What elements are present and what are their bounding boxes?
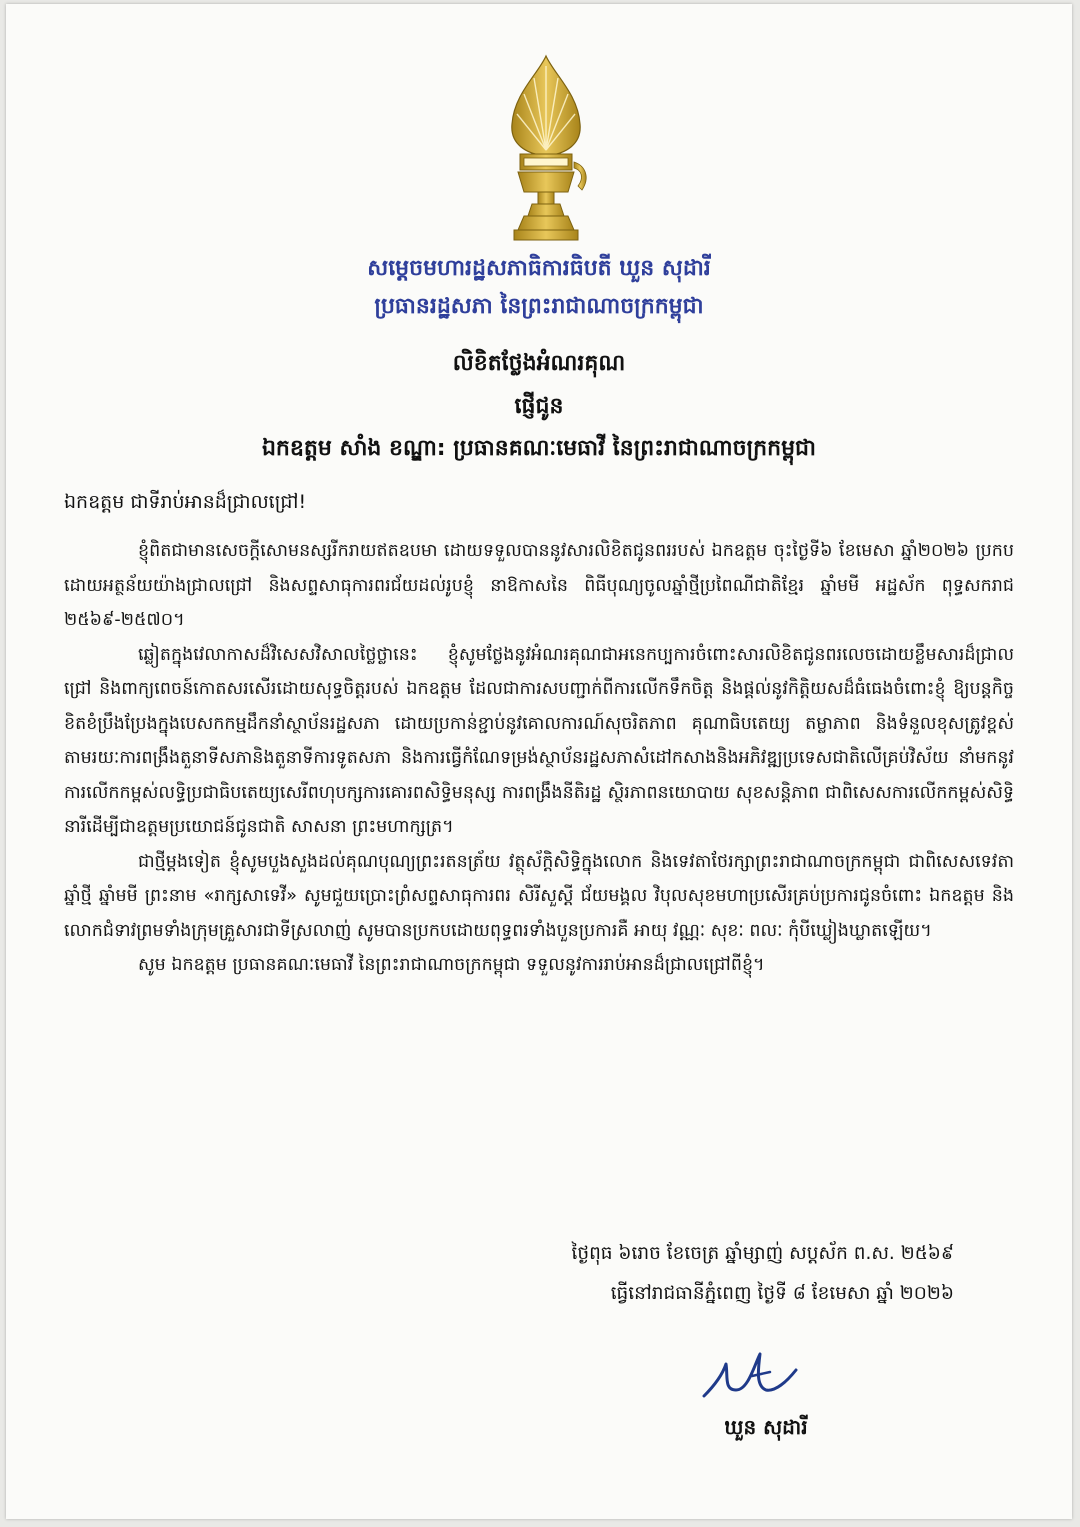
paragraph-3: ជាថ្មីម្ដងទៀត ខ្ញុំសូមបួងសួងដល់គុណបុណ្យព្រះរតនត្រ័យ វត្ថុស័ក្ដិសិទ្ធិក្នុងលោក និងទេវតាថែរក្សាព្រះរាជាណាចក្រកម្ពុជា ជាពិសេសទេវតាឆ្នាំថ្មី ឆ្នាំមមី ព្រះនាម «រាក្សសាទេវី» សូមជួយប្រោះព្រំសព្ទសាធុការពរ សិរីសួស្ដី ជ័យមង្គល វិបុលសុខមហាប្រសើរគ្រប់ប្រការជូនចំពោះ ឯកឧត្តម និងលោកជំទាវព្រមទាំងក្រុមគ្រួសារជាទីស្រលាញ់ សូមបានប្រកបដោយពុទ្ធពរទាំងបួនប្រការគឺ អាយុ វណ្ណៈ សុខៈ ពលៈ កុំបីឃ្លៀងឃ្លាតឡើយ។ (64, 851, 1014, 941)
paragraph-2: ឆ្លៀតក្នុងវេលាកាសដ៏វិសេសវិសាលថ្លៃថ្លានេះ ខ្ញុំសូមថ្លែងនូវអំណរគុណជាអនេកប្បការចំពោះសារលិខិតជូនពរលេចដោយខ្លឹមសារដ៏ជ្រាលជ្រៅ និងពាក្យពេចន៍កោតសរសើរដោយសុទ្ធចិត្តរបស់ ឯកឧត្តម ដែលជាការសបញ្ជាក់ពីការលើកទឹកចិត្ត និងផ្ដល់នូវកិត្តិយសដ៏ធំធេងចំពោះខ្ញុំ ឱ្យបន្តកិច្ចខិតខំប្រឹងប្រែងក្នុងបេសកកម្មដឹកនាំស្ថាប័នរដ្ឋសភា ដោយប្រកាន់ខ្ជាប់នូវគោលការណ៍សុចរិតភាព គុណាធិបតេយ្យ តម្លាភាព និងទំនួលខុសត្រូវខ្ពស់ តាមរយៈការពង្រឹងតួនាទីសភានិងតួនាទីការទូតសភា និងការធ្វើកំណែទម្រង់ស្ថាប័នរដ្ឋសភាសំដៅកសាងនិងអភិវឌ្ឍប្រទេសជាតិលើគ្រប់វិស័យ នាំមកនូវការលើកកម្ពស់លទ្ធិប្រជាធិបតេយ្យសេរីពហុបក្សការគោរពសិទ្ធិមនុស្ស ការពង្រឹងនីតិរដ្ឋ ស្ថិរភាពនយោបាយ សុខសន្តិភាព ជាពិសេសការលើកកម្ពស់សិទ្ធិនារីដើម្បីជាឧត្តមប្រយោជន៍ជូនជាតិ សាសនា ព្រះមហាក្សត្រ។ (64, 644, 1014, 837)
letter-page (6, 4, 1072, 1519)
paragraph-4: សូម ឯកឧត្តម ប្រធានគណៈមេធាវី នៃព្រះរាជាណាចក្រកម្ពុជា ទទួលនូវការរាប់អានដ៏ជ្រាលជ្រៅពីខ្ញុំ។ (138, 955, 765, 975)
signature (696, 1346, 806, 1406)
national-assembly-emblem-icon (494, 54, 598, 244)
solar-date: ធ្វើនៅរាជធានីភ្នំពេញ ថ្ងៃទី ៨ ខែមេសា ឆ្នាំ ២០២៦ (610, 1283, 954, 1304)
letter-title: លិខិតថ្លែងអំណរគុណ (452, 351, 626, 376)
signatory-name: ឃួន សុដារី (724, 1415, 808, 1439)
letter-subtitle: ផ្ញើជូន (514, 394, 564, 419)
paragraph-1: ខ្ញុំពិតជាមានសេចក្ដីសោមនស្សរីករាយឥតឧបមា ដោយទទួលបាននូវសារលិខិតជូនពររបស់ ឯកឧត្តម ចុះថ្ងៃទី៦ ខែមេសា ឆ្នាំ២០២៦ ប្រកបដោយអត្ថន័យយ៉ាងជ្រាលជ្រៅ និងសព្ទសាធុការពរជ័យដល់រូបខ្ញុំ នាឱកាសនៃ ពិធីបុណ្យចូលឆ្នាំថ្មីប្រពៃណីជាតិខ្មែរ ឆ្នាំមមី អដ្ឋស័ក ពុទ្ធសករាជ ២៥៦៩-២៥៧០។ (64, 541, 1014, 630)
assembly-president-title: ប្រធានរដ្ឋសភា នៃព្រះរាជាណាចក្រកម្ពុជា (374, 294, 704, 319)
salutation: ឯកឧត្តម ជាទីរាប់អានដ៏ជ្រាលជ្រៅ! (64, 491, 307, 513)
assembly-president-name: សម្ដេចមហារដ្ឋសភាធិការធិបតី ឃួន សុដារី (367, 256, 711, 281)
lunar-date: ថ្ងៃពុធ ៦រោច ខែចេត្រ ឆ្នាំម្សាញ់ សប្តស័ក ព.ស. ២៥៦៩ (571, 1243, 954, 1264)
letter-body (64, 534, 1014, 983)
letter-recipient: ឯកឧត្តម សាំង ខណ្ឌា: ប្រធានគណៈមេធាវី នៃព្រះរាជាណាចក្រកម្ពុជា (261, 436, 817, 461)
